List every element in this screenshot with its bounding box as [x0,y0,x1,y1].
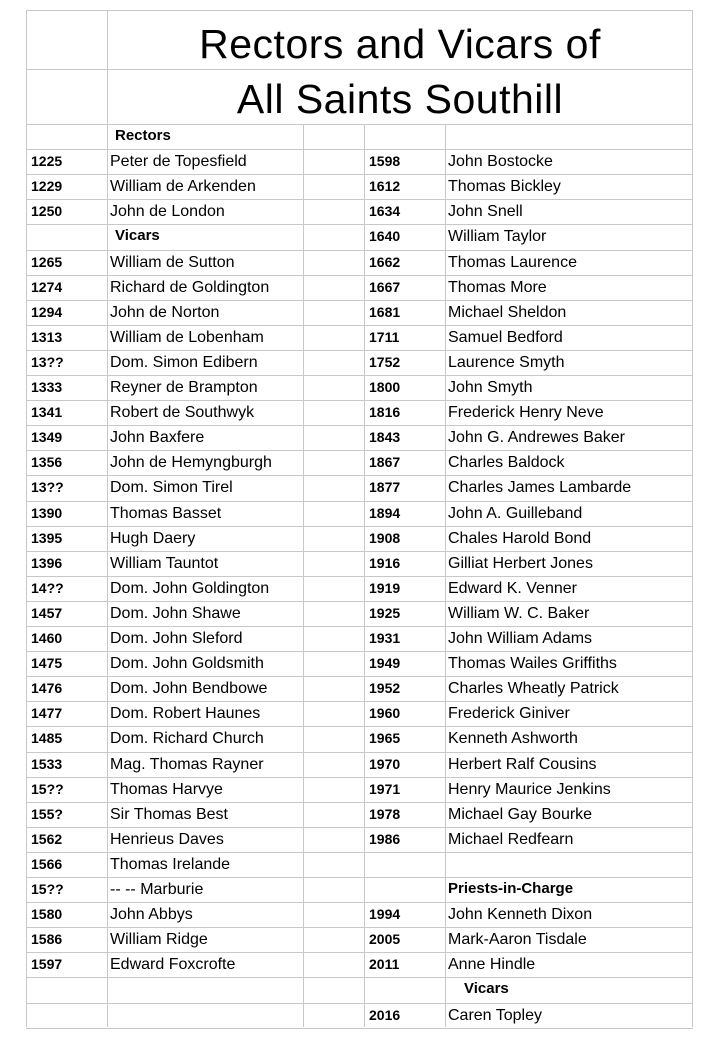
right-year-cell: 2011 [369,956,400,972]
left-name-cell: John de Norton [110,304,220,321]
left-name-cell: Dom. John Goldington [110,580,270,597]
right-name-cell: Michael Gay Bourke [448,806,593,823]
left-year-cell: 1586 [31,931,63,947]
left-year-cell: 1390 [31,505,63,521]
left-name-cell: John de Hemyngburgh [110,454,272,471]
left-name-cell: John Baxfere [110,429,205,446]
gridline-row [26,977,693,978]
left-year-cell: 1265 [31,254,63,270]
right-year-cell: 1994 [369,906,401,922]
left-name-cell: William de Lobenham [110,329,264,346]
right-year-cell: 1931 [369,630,401,646]
right-year-cell: 2005 [369,931,401,947]
right-name-cell: Thomas Bickley [448,178,561,195]
right-year-cell: 1867 [369,454,401,470]
right-name-cell: Frederick Giniver [448,705,570,722]
right-name-cell: Thomas More [448,279,547,296]
left-name-cell: Edward Foxcrofte [110,956,236,973]
left-name-cell: Richard de Goldington [110,279,270,296]
left-name-cell: Dom. John Bendbowe [110,680,268,697]
right-year-cell: 1908 [369,530,401,546]
right-year-cell: 1877 [369,479,401,495]
right-name-cell: Kenneth Ashworth [448,730,578,747]
left-year-cell: 1349 [31,429,63,445]
left-name-cell: Reyner de Brampton [110,379,258,396]
right-year-cell: 1894 [369,505,401,521]
left-year-cell: 1580 [31,906,63,922]
right-name-cell: Samuel Bedford [448,329,563,346]
left-year-cell: 1477 [31,705,63,721]
left-year-cell: 1250 [31,203,63,219]
left-year-cell: 13?? [31,479,64,495]
right-name-cell: William Taylor [448,228,547,245]
right-name-cell: Thomas Wailes Griffiths [448,655,617,672]
left-year-cell: 1341 [31,404,63,420]
right-year-cell: 1952 [369,680,401,696]
left-name-cell: Henrieus Daves [110,831,224,848]
left-year-cell: 1460 [31,630,63,646]
left-year-cell: 1274 [31,279,63,295]
left-year-cell: 1566 [31,856,63,872]
left-year-cell: 1396 [31,555,63,571]
right-year-cell: 1978 [369,806,401,822]
left-name-cell: Dom. Simon Tirel [110,479,233,496]
right-name-cell: Herbert Ralf Cousins [448,756,597,773]
right-year-cell: 1970 [369,756,401,772]
left-name-cell: William de Sutton [110,254,235,271]
right-year-cell: 1843 [369,429,401,445]
right-name-cell: John G. Andrewes Baker [448,429,625,446]
right-name-cell: John Kenneth Dixon [448,906,593,923]
left-year-cell: 1562 [31,831,63,847]
right-year-cell: 1916 [369,555,401,571]
left-name-cell: Thomas Basset [110,505,222,522]
right-name-cell: Henry Maurice Jenkins [448,781,611,798]
gridline-row [26,1028,693,1029]
left-name-cell: Dom. Simon Edibern [110,354,258,371]
right-year-cell: 1711 [369,329,400,345]
right-name-cell: John A. Guilleband [448,505,583,522]
right-name-cell: Edward K. Venner [448,580,577,597]
right-year-cell: 1752 [369,354,401,370]
right-section-header: Priests-in-Charge [448,880,574,897]
right-name-cell: Anne Hindle [448,956,536,973]
gridline-col-a [26,10,27,1027]
right-year-cell: 1640 [369,228,401,244]
right-year-cell: 2016 [369,1007,401,1023]
right-name-cell: Frederick Henry Neve [448,404,604,421]
right-name-cell: Charles Baldock [448,454,565,471]
gridline-row [26,1003,693,1004]
right-name-cell: Thomas Laurence [448,254,577,271]
right-name-cell: Chales Harold Bond [448,530,592,547]
left-name-cell: Dom. John Sleford [110,630,243,647]
left-year-cell: 1533 [31,756,63,772]
right-year-cell: 1971 [369,781,401,797]
left-name-cell: William de Arkenden [110,178,256,195]
right-year-cell: 1634 [369,203,401,219]
right-name-cell: Caren Topley [448,1007,542,1024]
left-name-cell: Dom. John Goldsmith [110,655,264,672]
right-year-cell: 1919 [369,580,401,596]
right-name-cell: John Smyth [448,379,533,396]
left-year-cell: 1356 [31,454,63,470]
left-name-cell: Thomas Harvye [110,781,223,798]
right-name-cell: Gilliat Herbert Jones [448,555,593,572]
right-year-cell: 1816 [369,404,401,420]
right-year-cell: 1965 [369,730,401,746]
right-name-cell: John William Adams [448,630,593,647]
right-year-cell: 1681 [369,304,401,320]
left-year-cell: 1395 [31,530,63,546]
left-year-cell: 1597 [31,956,63,972]
left-name-cell: Peter de Topesfield [110,153,247,170]
right-name-cell: Charles Wheatly Patrick [448,680,619,697]
left-name-cell: Dom. Richard Church [110,730,264,747]
left-name-cell: William Ridge [110,931,208,948]
right-year-cell: 1662 [369,254,401,270]
right-year-cell: 1612 [369,178,401,194]
left-name-cell: Thomas Irelande [110,856,231,873]
left-year-cell: 155? [31,806,63,822]
left-year-cell: 1229 [31,178,63,194]
right-name-cell: Michael Sheldon [448,304,567,321]
page-title-line-2: All Saints Southill [236,76,564,122]
right-name-cell: John Bostocke [448,153,553,170]
left-year-cell: 1485 [31,730,63,746]
gridline-top [26,10,693,11]
right-year-cell: 1960 [369,705,401,721]
right-name-cell: Laurence Smyth [448,354,565,371]
left-name-cell: John Abbys [110,906,193,923]
left-year-cell: 1333 [31,379,63,395]
left-name-cell: Dom. Robert Haunes [110,705,261,722]
left-year-cell: 14?? [31,580,64,596]
left-section-header: Vicars [115,227,160,244]
left-name-cell: John de London [110,203,225,220]
right-year-cell: 1800 [369,379,401,395]
left-name-cell: William Tauntot [110,555,219,572]
left-name-cell: Hugh Daery [110,530,196,547]
left-year-cell: 1225 [31,153,63,169]
left-year-cell: 13?? [31,354,64,370]
left-year-cell: 1475 [31,655,63,671]
right-name-cell: Charles James Lambarde [448,479,632,496]
left-year-cell: 15?? [31,781,64,797]
right-year-cell: 1949 [369,655,401,671]
gridline-col-f [692,10,693,1027]
right-name-cell: William W. C. Baker [448,605,590,622]
right-year-cell: 1598 [369,153,401,169]
left-name-cell: Robert de Southwyk [110,404,255,421]
left-name-cell: -- -- Marburie [110,881,204,898]
left-year-cell: 1457 [31,605,63,621]
left-name-cell: Dom. John Shawe [110,605,241,622]
right-year-cell: 1925 [369,605,401,621]
left-year-cell: 1476 [31,680,63,696]
right-name-cell: Michael Redfearn [448,831,574,848]
left-year-cell: 1313 [31,329,63,345]
right-name-cell: Mark-Aaron Tisdale [448,931,587,948]
left-name-cell: Mag. Thomas Rayner [110,756,264,773]
left-year-cell: 1294 [31,304,63,320]
left-section-header: Rectors [115,127,171,144]
right-name-cell: John Snell [448,203,523,220]
page-title-line-1: Rectors and Vicars of [199,21,601,67]
right-year-cell: 1986 [369,831,401,847]
left-name-cell: Sir Thomas Best [110,806,228,823]
left-year-cell: 15?? [31,881,64,897]
right-year-cell: 1667 [369,279,401,295]
right-section-header: Vicars [464,980,509,997]
gridline-col-b [107,10,108,1027]
